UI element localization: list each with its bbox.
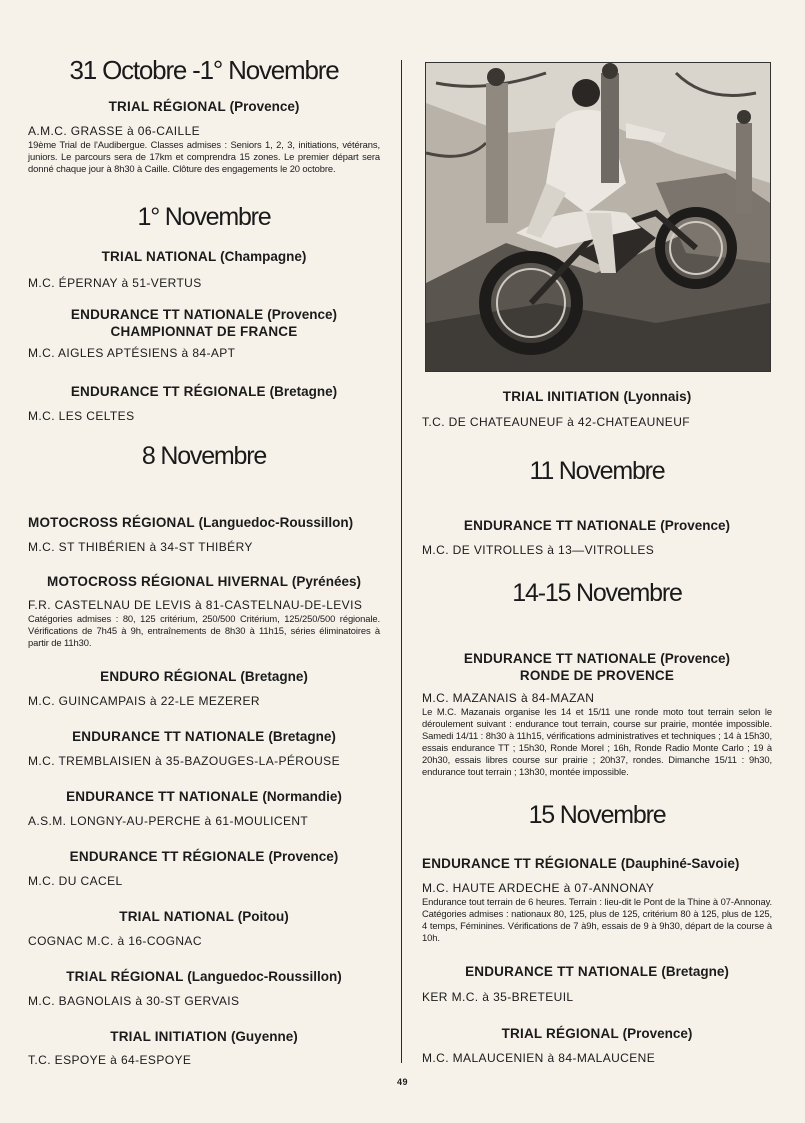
event-description: Le M.C. Mazanais organise les 14 et 15/11 une ronde moto tout terrain selon le déroulement suivant : endurance tout terrain, course sur prairie, montée impossible. Samedi 14/11 : 8h30 à 11h15, vérifications administratives et techniques ; 14 à 15h30, essais endurance TT ; 15h30, Ronde Morel ; 16h, Ronde Radio Monte Carlo ; 19 à 20h30, essais libres course sur prairie ; 20h37, rondes. Dimanche 15/11 : 9h30, endurance tout terrain ; 13h30, montée impossible. bbox=[422, 706, 772, 777]
event-title: ENDURANCE TT NATIONALE (Bretagne) bbox=[72, 729, 336, 744]
event-description: Catégories admises : 80, 125 critérium, 250/500 Critérium, 125/250/500 régionale. Vérifications de 7h45 à 9h, entraînements de 8h30 à 11h15, séries éliminatoires à partir de 11h30. bbox=[28, 613, 380, 648]
event-subtitle: CHAMPIONNAT DE FRANCE bbox=[110, 324, 298, 339]
event-club: M.C. GUINCAMPAIS à 22-LE MEZERER bbox=[28, 694, 260, 708]
event-description: 19ème Trial de l'Audibergue. Classes admises : Seniors 1, 2, 3, initiations, vétérans, juniors. Le parcours sera de 17km et comprendra 15 zones. Le premier départ sera donné chaque jour à 8h30 à Caille. Clôture des engagements le 20 octobre. bbox=[28, 139, 380, 174]
event-title: ENDURANCE TT RÉGIONALE (Dauphiné-Savoie) bbox=[422, 856, 740, 871]
event-title: TRIAL INITIATION (Lyonnais) bbox=[502, 389, 692, 404]
event-title: ENDURO RÉGIONAL (Bretagne) bbox=[100, 669, 308, 684]
event-title: TRIAL RÉGIONAL (Provence) bbox=[501, 1026, 693, 1041]
event-club: F.R. CASTELNAU DE LEVIS à 81-CASTELNAU-DE-LEVIS bbox=[28, 598, 363, 612]
date-heading: 8 Novembre bbox=[141, 442, 267, 470]
event-title: MOTOCROSS RÉGIONAL HIVERNAL (Pyrénées) bbox=[47, 574, 361, 589]
event-club: COGNAC M.C. à 16-COGNAC bbox=[28, 934, 202, 948]
photo-illustration bbox=[426, 63, 770, 371]
event-title: ENDURANCE TT NATIONALE (Provence) bbox=[463, 651, 731, 666]
event-title: TRIAL NATIONAL (Poitou) bbox=[119, 909, 289, 924]
column-divider bbox=[401, 60, 402, 1063]
event-club: M.C. HAUTE ARDECHE à 07-ANNONAY bbox=[422, 881, 655, 895]
date-heading: 14-15 Novembre bbox=[512, 579, 682, 607]
date-heading: 31 Octobre -1° Novembre bbox=[69, 55, 339, 85]
event-club: M.C. ÉPERNAY à 51-VERTUS bbox=[28, 276, 202, 290]
date-heading: 11 Novembre bbox=[529, 457, 665, 485]
date-heading: 15 Novembre bbox=[528, 801, 666, 829]
event-club: KER M.C. à 35-BRETEUIL bbox=[422, 990, 574, 1004]
date-heading: 1° Novembre bbox=[137, 203, 271, 231]
event-club: M.C. MALAUCENIEN à 84-MALAUCENE bbox=[422, 1051, 656, 1065]
event-description: Endurance tout terrain de 6 heures. Terrain : lieu-dit le Pont de la Thine à 07-Annonay. Catégories admises : nationaux 80, 125, plus de 125, critérium 80 à 125, plus de 125, 4 temps, Féminines. Vérifications de 7 à9h, essais de 9 à 9h30, départ de la course à 10h. bbox=[422, 896, 772, 943]
event-club: M.C. ST THIBÉRIEN à 34-ST THIBÉRY bbox=[28, 540, 253, 554]
event-title: ENDURANCE TT RÉGIONALE (Provence) bbox=[69, 849, 339, 864]
event-club: M.C. BAGNOLAIS à 30-ST GERVAIS bbox=[28, 994, 240, 1008]
event-club: T.C. ESPOYE à 64-ESPOYE bbox=[28, 1053, 192, 1067]
event-club: M.C. MAZANAIS à 84-MAZAN bbox=[422, 691, 595, 705]
event-title: ENDURANCE TT NATIONALE (Bretagne) bbox=[465, 964, 729, 979]
event-club: M.C. DE VITROLLES à 13—VITROLLES bbox=[422, 543, 655, 557]
event-title: MOTOCROSS RÉGIONAL (Languedoc-Roussillon) bbox=[28, 515, 354, 530]
event-title: ENDURANCE TT RÉGIONALE (Bretagne) bbox=[70, 384, 338, 399]
event-title: ENDURANCE TT NATIONALE (Provence) bbox=[70, 307, 338, 322]
event-club: A.M.C. GRASSE à 06-CAILLE bbox=[28, 124, 201, 138]
event-title: TRIAL RÉGIONAL (Languedoc-Roussillon) bbox=[66, 969, 342, 984]
event-title: ENDURANCE TT NATIONALE (Normandie) bbox=[66, 789, 342, 804]
event-club: M.C. TREMBLAISIEN à 35-BAZOUGES-LA-PÉROUSE bbox=[28, 754, 340, 768]
page-number: 49 bbox=[396, 1077, 408, 1087]
event-title: TRIAL RÉGIONAL (Provence) bbox=[108, 99, 300, 114]
event-subtitle: RONDE DE PROVENCE bbox=[519, 668, 675, 683]
event-title: ENDURANCE TT NATIONALE (Provence) bbox=[463, 518, 731, 533]
event-club: M.C. DU CACEL bbox=[28, 874, 123, 888]
event-title: TRIAL INITIATION (Guyenne) bbox=[110, 1029, 298, 1044]
event-club: M.C. AIGLES APTÉSIENS à 84-APT bbox=[28, 346, 236, 360]
event-club: A.S.M. LONGNY-AU-PERCHE à 61-MOULICENT bbox=[28, 814, 309, 828]
event-club: M.C. LES CELTES bbox=[28, 409, 135, 423]
event-title: TRIAL NATIONAL (Champagne) bbox=[101, 249, 307, 264]
trial-motorcycle-photo bbox=[425, 62, 771, 372]
event-club: T.C. DE CHATEAUNEUF à 42-CHATEAUNEUF bbox=[422, 415, 690, 429]
